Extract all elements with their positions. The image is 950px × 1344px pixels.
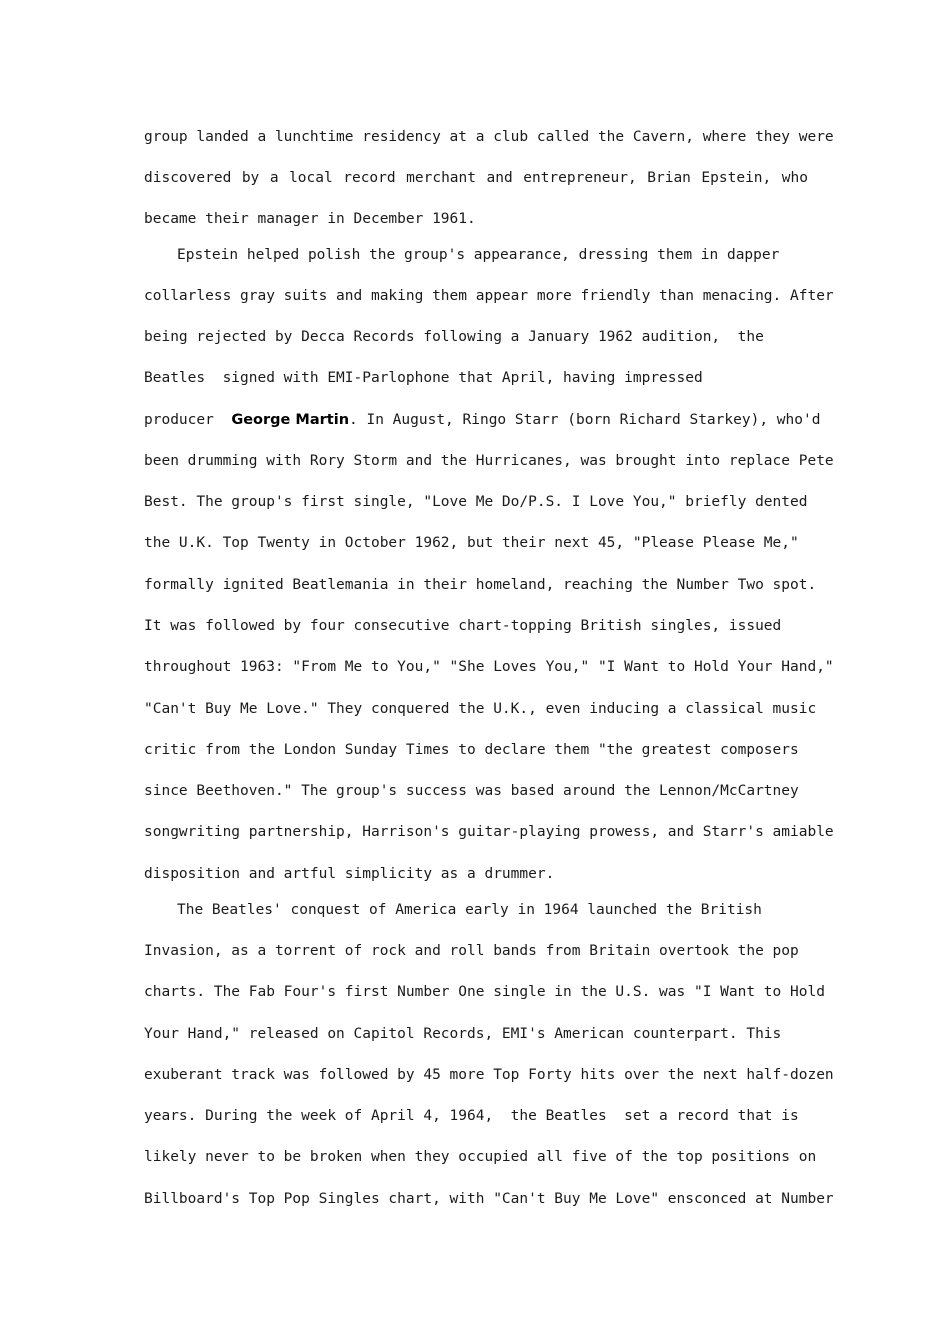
text-segment: . In August, Ringo Starr (born Richard Starkey), who'd	[349, 412, 821, 428]
text-line-with-name	[144, 410, 821, 430]
text-line: songwriting partnership, Harrison's guitar-playing prowess, and Starr's amiable	[144, 824, 834, 840]
text-line: collarless gray suits and making them appear more friendly than menacing. After	[144, 288, 834, 304]
text-line: discovered by a local record merchant and entrepreneur, Brian Epstein, who	[144, 170, 808, 186]
text-line: "Can't Buy Me Love." They conquered the U.K., even inducing a classical music	[144, 701, 817, 717]
text-line: became their manager in December 1961.	[144, 211, 476, 227]
bold-name: George Martin	[231, 412, 350, 428]
text-line: charts. The Fab Four's first Number One single in the U.S. was "I Want to Hold	[144, 984, 825, 1000]
text-line: throughout 1963: "From Me to You," "She Loves You," "I Want to Hold Your Hand,"	[144, 659, 834, 675]
text-line: group landed a lunchtime residency at a club called the Cavern, where they were	[144, 129, 834, 145]
text-line: Epstein helped polish the group's appearance, dressing them in dapper	[177, 247, 780, 263]
text-line: formally ignited Beatlemania in their homeland, reaching the Number Two spot.	[144, 577, 817, 593]
text-line: Best. The group's first single, "Love Me Do/P.S. I Love You," briefly dented	[144, 494, 808, 510]
text-line: critic from the London Sunday Times to declare them "the greatest composers	[144, 742, 799, 758]
text-line: since Beethoven." The group's success was based around the Lennon/McCartney	[144, 783, 799, 799]
text-line: years. During the week of April 4, 1964, the Beatles set a record that is	[144, 1108, 799, 1124]
text-line: disposition and artful simplicity as a drummer.	[144, 866, 555, 882]
text-line: been drumming with Rory Storm and the Hurricanes, was brought into replace Pete	[144, 453, 834, 469]
text-line: Billboard's Top Pop Singles chart, with "Can't Buy Me Love" ensconced at Number	[144, 1191, 834, 1207]
text-line: The Beatles' conquest of America early in 1964 launched the British	[177, 902, 762, 918]
text-line: exuberant track was followed by 45 more Top Forty hits over the next half-dozen	[144, 1067, 834, 1083]
text-line: likely never to be broken when they occupied all five of the top positions on	[144, 1149, 817, 1165]
text-line: It was followed by four consecutive chart-topping British singles, issued	[144, 618, 782, 634]
text-line: Invasion, as a torrent of rock and roll bands from Britain overtook the pop	[144, 943, 799, 959]
text-line: Beatles signed with EMI-Parlophone that April, having impressed	[144, 370, 703, 386]
text-line: being rejected by Decca Records following a January 1962 audition, the	[144, 329, 764, 345]
text-segment: producer	[144, 412, 232, 428]
text-line: the U.K. Top Twenty in October 1962, but their next 45, "Please Please Me,"	[144, 535, 799, 551]
text-line: Your Hand," released on Capitol Records, EMI's American counterpart. This	[144, 1026, 782, 1042]
